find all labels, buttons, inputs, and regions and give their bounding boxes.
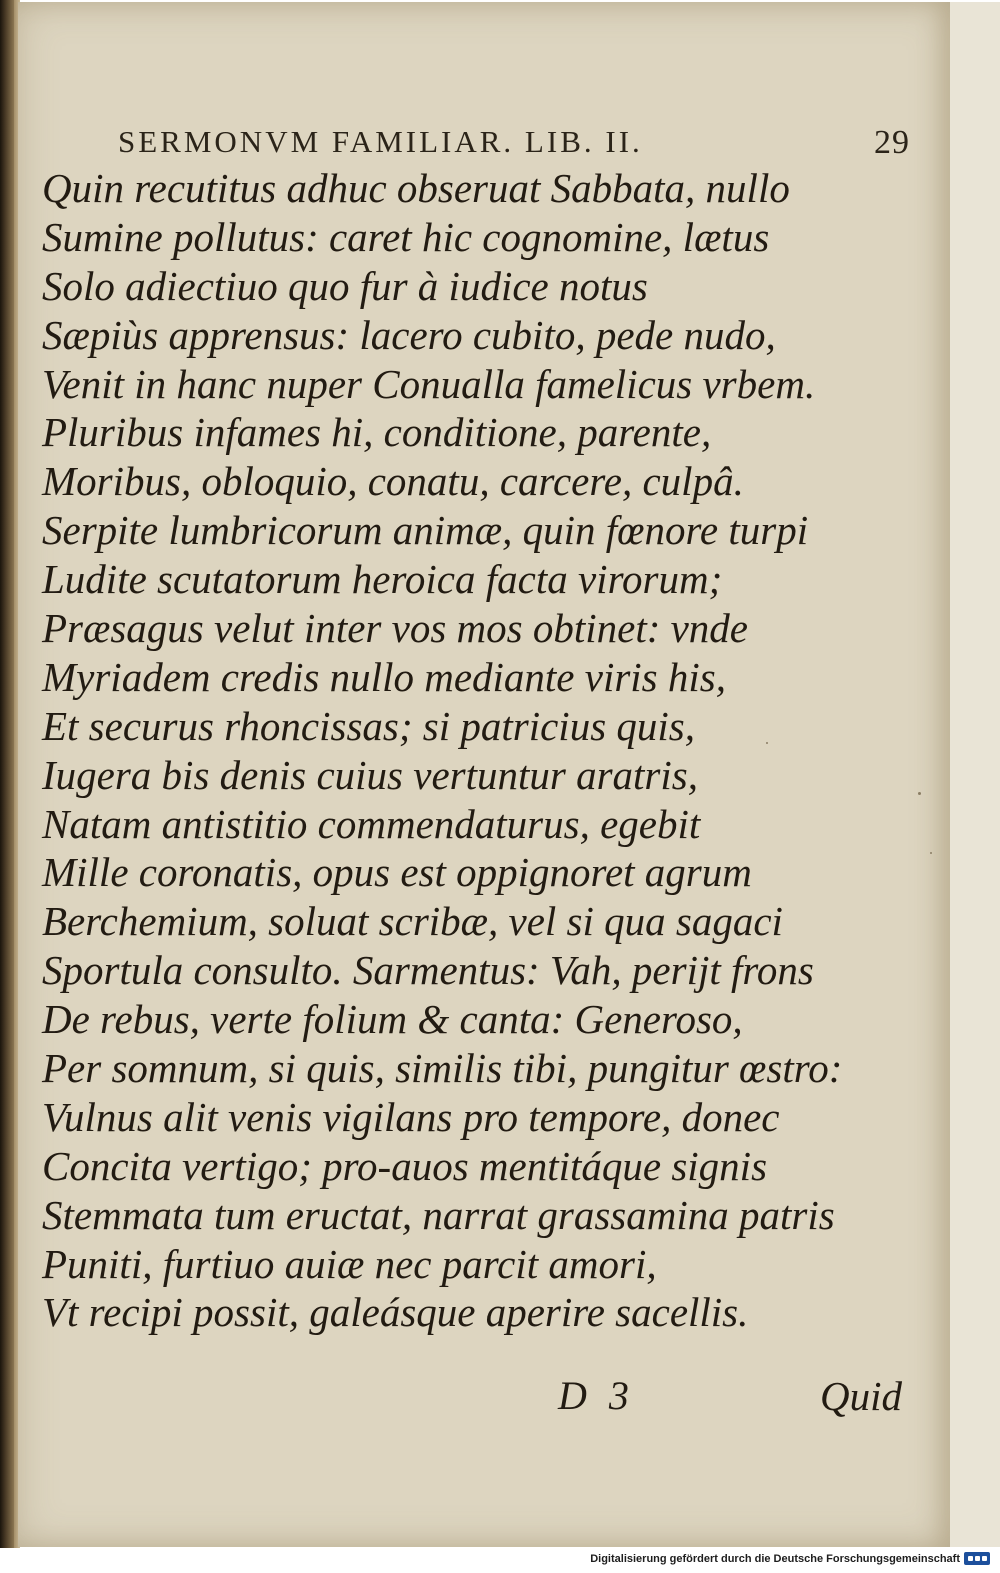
verse-line: Et securus rhoncissas; si patricius quis, — [42, 702, 695, 749]
funding-credit: Digitalisierung gefördert durch die Deutsche Forschungsgemeinschaft — [590, 1553, 960, 1565]
running-head — [118, 124, 910, 164]
verse-line: Pluribus infames hi, conditione, parente, — [42, 409, 712, 456]
verse-text — [42, 164, 922, 1337]
running-head-title: SERMONVM FAMILIAR. LIB. II. — [118, 124, 643, 159]
verse-line: Iugera bis denis cuius vertuntur aratris, — [42, 751, 698, 798]
verse-line: Quin recutitus adhuc obseruat Sabbata, nullo — [42, 165, 790, 211]
dfg-logo-icon — [964, 1552, 990, 1565]
verse-line: Moribus, obloquio, conatu, carcere, culpâ. — [42, 458, 744, 505]
verse-line: Præsagus velut inter vos mos obtinet: vnde — [42, 605, 749, 652]
verse-line: Concita vertigo; pro-auos mentitáque signis — [42, 1142, 768, 1189]
digitization-footer — [0, 1548, 1000, 1573]
signature-mark: D 3 — [558, 1373, 635, 1418]
verse-line: De rebus, verte folium & canta: Generoso, — [42, 996, 743, 1043]
verse-line: Puniti, furtiuo auiæ nec parcit amori, — [42, 1240, 657, 1287]
page-footer-marks — [558, 1372, 908, 1422]
verse-line: Stemmata tum eructat, narrat grassamina patris — [42, 1191, 835, 1238]
verse-line: Vulnus alit venis vigilans pro tempore, donec — [42, 1093, 780, 1140]
verse-line: Mille coronatis, opus est oppignoret agrum — [42, 849, 752, 896]
verse-line: Sportula consulto. Sarmentus: Vah, perijt frons — [42, 947, 814, 994]
verse-line: Per somnum, si quis, similis tibi, pungitur œstro: — [42, 1045, 843, 1092]
catchword: Quid — [820, 1373, 902, 1419]
verse-line: Sæpiùs apprensus: lacero cubito, pede nudo, — [42, 311, 776, 358]
logo-mark — [968, 1556, 973, 1561]
verse-line: Sumine pollutus: caret hic cognomine, lætus — [42, 213, 770, 260]
verse-line: Myriadem credis nullo mediante viris his, — [42, 653, 726, 700]
paper-speck — [930, 852, 932, 854]
verse-line: Venit in hanc nuper Conualla famelicus vrbem. — [42, 360, 816, 407]
book-binding-edge — [0, 0, 14, 1548]
verse-line: Vt recipi possit, galeásque aperire sacellis. — [42, 1289, 749, 1336]
verse-line: Natam antistitio commendaturus, egebit — [42, 800, 701, 847]
logo-mark — [975, 1556, 980, 1561]
verse-line: Ludite scutatorum heroica facta virorum; — [42, 556, 723, 603]
verse-line: Solo adiectiuo quo fur à iudice notus — [42, 262, 648, 309]
verse-line: Serpite lumbricorum animæ, quin fœnore turpi — [42, 507, 809, 554]
page-number: 29 — [874, 124, 910, 161]
logo-mark — [982, 1556, 987, 1561]
scan-margin — [950, 2, 1000, 1547]
verse-line: Berchemium, soluat scribæ, vel si qua sagaci — [42, 898, 783, 945]
